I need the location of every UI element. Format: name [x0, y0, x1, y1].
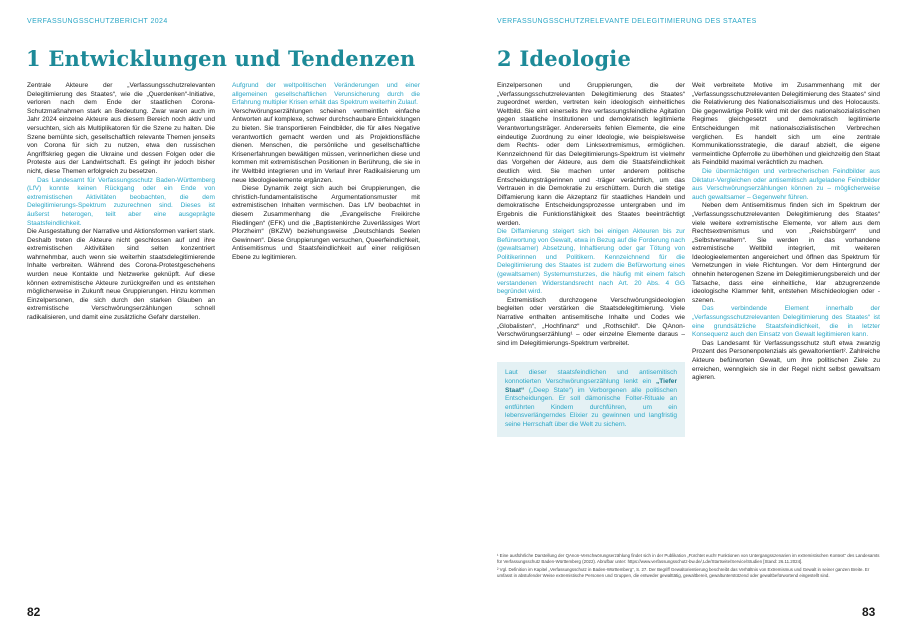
- footnote: ¹ Eine ausführliche Darstellung der QAnon-Verschwörungserzählung findet sich in der Publikation „Fürchtet euch! Funktionen von Untergangsszenarien im extremistischen Kontext“ des Landesamts für Verfassungsschutz Baden-Württemberg (2022). Abrufbar unter: https://www.verfassungsschutz-bw.de/,Lde/Startseite/Service/Studien [Stand: 26.11.2024].: [497, 553, 880, 564]
- paragraph: Weit verbreitete Motive im Zusammenhang mit der „Verfassungsschutzrelevanten Delegitimierung des Staates“ sind die Relativierung des Nationalsozialismus und des Holocausts. Die gegenwärtige Politik wird mit der des nationalsozialistischen Regimes gleichgesetzt und demokratisch legitimierte Entscheidungen mit nationalsozialistischen Verbrechen verglichen. Es handelt sich um eine zentrale Kommunikationsstrategie, die darauf abzielt, die eigene vermeintliche Opferrolle zu überhöhen und gleichzeitig den Staat als Feindbild maximal verächtlich zu machen.: [692, 82, 880, 167]
- paragraph: Extremistisch durchzogene Verschwörungsideologien begleiten oder verstärken die Staatsdelegitimierung. Viele Narrative enthalten antisemitische Inhalte und Codes wie „Globalisten“, „Hochfinanz“ und „Rothschild“. Die QAnon-Verschwörungserzählung¹ – oder einzelne Elemente daraus – sind im Delegitimierungs-Spektrum verbreitet.: [497, 296, 685, 347]
- text-column-2: [692, 82, 880, 383]
- paragraph: Neben dem Antisemitismus finden sich im Spektrum der „Verfassungsschutzrelevanten Delegitimierung des Staates“ viele weitere extremistische Elemente, vor allem aus dem Rechtsextremismus und von „Reichsbürgern“ und „Selbstverwaltern“. Sie werden in das vorhandene extremistische Weltbild integriert, mit weiteren Ideologieelementen angereichert und öffnen das Spektrum für Vernetzungen in viele Richtungen. Vor dem Hintergrund der ohnehin heterogenen Szene im Delegitimierungsbereich und der Tatsache, dass eine einheitliche, klar abzugrenzende ideologische Klammer fehlt, entstehen Mischideologien oder -szenen.: [692, 202, 880, 304]
- paragraph: Verschwörungserzählungen scheinen vermeintlich einfache Antworten auf komplexe, schwer durchschaubare Entwicklungen zu bieten. Sie transportieren Feindbilder, die für alles Negative verantwortlich gemacht werden und als Projektionsfläche dienen. Menschen, die persönliche und gesellschaftliche Krisenerfahrungen bewältigen müssen, verinnerlichen diese und kommen mit extremistischen Positionen in Berührung, die sie in ihr Weltbild integrieren und im Verlauf ihrer Radikalisierung um neue Ideologieelemente ergänzen.: [232, 107, 420, 184]
- paragraph: Aufgrund der weltpolitischen Veränderungen und einer allgemeinen gesellschaftlichen Verunsicherung durch die Erfahrung multipler Krisen erhält das Spektrum weiterhin Zulauf.: [232, 82, 420, 107]
- paragraph: Einzelpersonen und Gruppierungen, die der „Verfassungsschutzrelevanten Delegitimierung des Staates“ zugeordnet werden, vertreten kein ideologisch einheitliches Weltbild. Sie eint einerseits ihre verfassungsfeindliche Agitation gegen staatliche Institutionen und demokratisch legitimierte Verantwortungsträger. Andererseits fehlen Elemente, die eine eindeutige Zuordnung zu einer Ideologie, wie beispielsweise dem Rechts- oder dem Linksextremismus, ermöglichen. Kennzeichnend für das Delegitimierungs-Spektrum ist vielmehr das Vorgehen der Akteure, aus dem die Staatsfeindlichkeit deutlich wird. Sie machen unter anderem politische Entscheidungsträgerinnen und -träger verächtlich, um das Vertrauen in die Demokratie zu erschüttern. Durch die stetige Diffamierung kann die Akzeptanz für staatliches Handeln und demokratische Entscheidungsprozesse untergraben und im Ergebnis die Funktionsfähigkeit des Staates beeinträchtigt werden.: [497, 82, 685, 227]
- paragraph: Das Landesamt für Verfassungsschutz stuft etwa zwanzig Prozent des Personenpotenzials als gewaltorientiert². Zahlreiche Akteure befürworten Gewalt, um ihre politischen Ziele zu erreichen, wenngleich sie in der Regel nicht selbst gewaltsam agieren.: [692, 339, 880, 382]
- footnote: ² Vgl. Definition im Kapitel „Verfassungsschutz in Baden-Württemberg“, S. 27. Der Begriff Gewaltorientierung beschreibt das Verhältnis von Extremismus und Gewalt in seiner ganzen Breite. Er umfasst in abstufender Weise extremistische Personen und Gruppen, die entweder gewalttätig, gewaltbereit, gewaltunterstützend oder gewaltbefürwortend eingestellt sind.: [497, 567, 870, 578]
- page-number: 82: [27, 605, 41, 619]
- page-number: 83: [862, 605, 876, 619]
- footnotes: [497, 553, 882, 581]
- paragraph: Das Landesamt für Verfassungsschutz Baden-Württemberg (LfV) konnte keinen Rückgang oder ein Ende von extremistischen Aktivitäten beobachten, die dem Delegitimierungs-Spektrum zuzurechnen sind. Dieses ist äußerst heterogen, teilt aber eine ausgeprägte Staatsfeindlichkeit.: [27, 176, 215, 227]
- callout-text: Laut dieser staatsfeindlichen und antisemitisch konnotierten Verschwörungserzählung lenkt ein: [505, 369, 677, 385]
- paragraph: Zentrale Akteure der „Verfassungsschutzrelevanten Delegitimierung des Staates“, wie die „Querdenken“-Initiative, verloren nach dem Ende der staatlichen Corona-Schutzmaßnahmen stark an Bedeutung. Zwar waren auch im Jahr 2024 einzelne Akteure aus diesem Bereich noch aktiv und versuchten, sich als Multiplikatoren für die Szene zu halten. Die Szene bemühte sich, gesellschaftlich relevante Themen jenseits von Corona für sich zu nutzen, etwa den russischen Angriffskrieg gegen die Ukraine und dessen Folgen oder die Proteste aus der Landwirtschaft. Es gelingt ihr jedoch bisher nicht, diese Themen erfolgreich zu besetzen.: [27, 82, 215, 175]
- callout-box: [497, 362, 685, 436]
- callout-text: („Deep State“) im Verborgenen alle politischen Entscheidungen. Er soll dämonische Folter-Rituale an entführten Kindern durchführen, um ein lebensverlängerndes Elixier zu gewinnen und langfristig seine Herrschaft über die Welt zu sichern.: [505, 386, 677, 428]
- column-body: [497, 82, 685, 348]
- chapter-title: 1 Entwicklungen und Tendenzen: [26, 46, 416, 71]
- callout-emphasis: „Tiefer Staat“: [505, 378, 677, 394]
- text-column-2: [232, 82, 420, 262]
- text-column-1: [497, 82, 685, 437]
- running-head: VERFASSUNGSSCHUTZBERICHT 2024: [27, 18, 168, 25]
- chapter-title: 2 Ideologie: [497, 46, 632, 71]
- paragraph: Die Ausgestaltung der Narrative und Aktionsformen variiert stark. Deshalb treten die Akteure nicht geschlossen auf und ihre extremistischen Aktivitäten sind selten konzentriert wahrnehmbar, auch wenn sie weiterhin staatsdelegitimierende Inhalte verbreiten. Während des Corona-Protestgeschehens wurden neue Kontakte und Netzwerke geknüpft. Auf diese können extremistische Akteure zurückgreifen und es entstehen möglicherweise in Zukunft neue Gruppierungen. Hinzu kommen Einzelpersonen, die sich durch den starken Glauben an extremistische Verschwörungserzählungen schnell radikalisieren, und damit eine zusätzliche Gefahr darstellen.: [27, 228, 215, 322]
- paragraph: Die Diffamierung steigert sich bei einigen Akteuren bis zur Befürwortung von Gewalt, etwa in Bezug auf die Forderung nach (gewaltsamer) Absetzung, Inhaftierung oder gar Tötung von Politikerinnen und Politikern. Kennzeichnend für die Delegitimierung des Staates ist zudem die Befürwortung eines (gewaltsamen) Systemumsturzes, die häufig mit einem falsch verstandenen Widerstandsrecht nach Art. 20 Abs. 4 GG begründet wird.: [497, 228, 685, 296]
- paragraph: Diese Dynamik zeigt sich auch bei Gruppierungen, die christlich-fundamentalistische Argumentationsmuster mit extremistischen Inhalten vermischen. Das LfV beobachtet in diesem Zusammenhang die „Evangelische Freikirche Riedlingen“ (EFK) und die „Baptistenkirche Zuverlässiges Wort Pforzheim“ (BKZW) beziehungsweise „Deutschlands Seelen Gewinnen“. Diese Gruppierungen versuchen, Queerfeindlichkeit, Antisemitismus und Staatsfeindlichkeit auf einer religiösen Ebene zu legitimieren.: [232, 185, 420, 261]
- text-column-1: [27, 82, 215, 323]
- paragraph: Das verbindende Element innerhalb der „Verfassungsschutzrelevanten Delegitimierung des Staates“ ist eine grundsätzliche Staatsfeindlichkeit, die in letzter Konsequenz auch den Einsatz von Gewalt legitimieren kann.: [692, 305, 880, 339]
- running-head: VERFASSUNGSSCHUTZRELEVANTE DELEGITIMIERUNG DES STAATES: [497, 18, 757, 25]
- right-page: [450, 0, 900, 636]
- paragraph: Die übermächtigen und verbrecherischen Feindbilder aus Diktatur-Vergleichen oder antisemitisch aufgeladene Feindbilder aus Verschwörungserzählungen können zu – möglicherweise auch gewaltsamer – Gegenwehr führen.: [692, 167, 880, 201]
